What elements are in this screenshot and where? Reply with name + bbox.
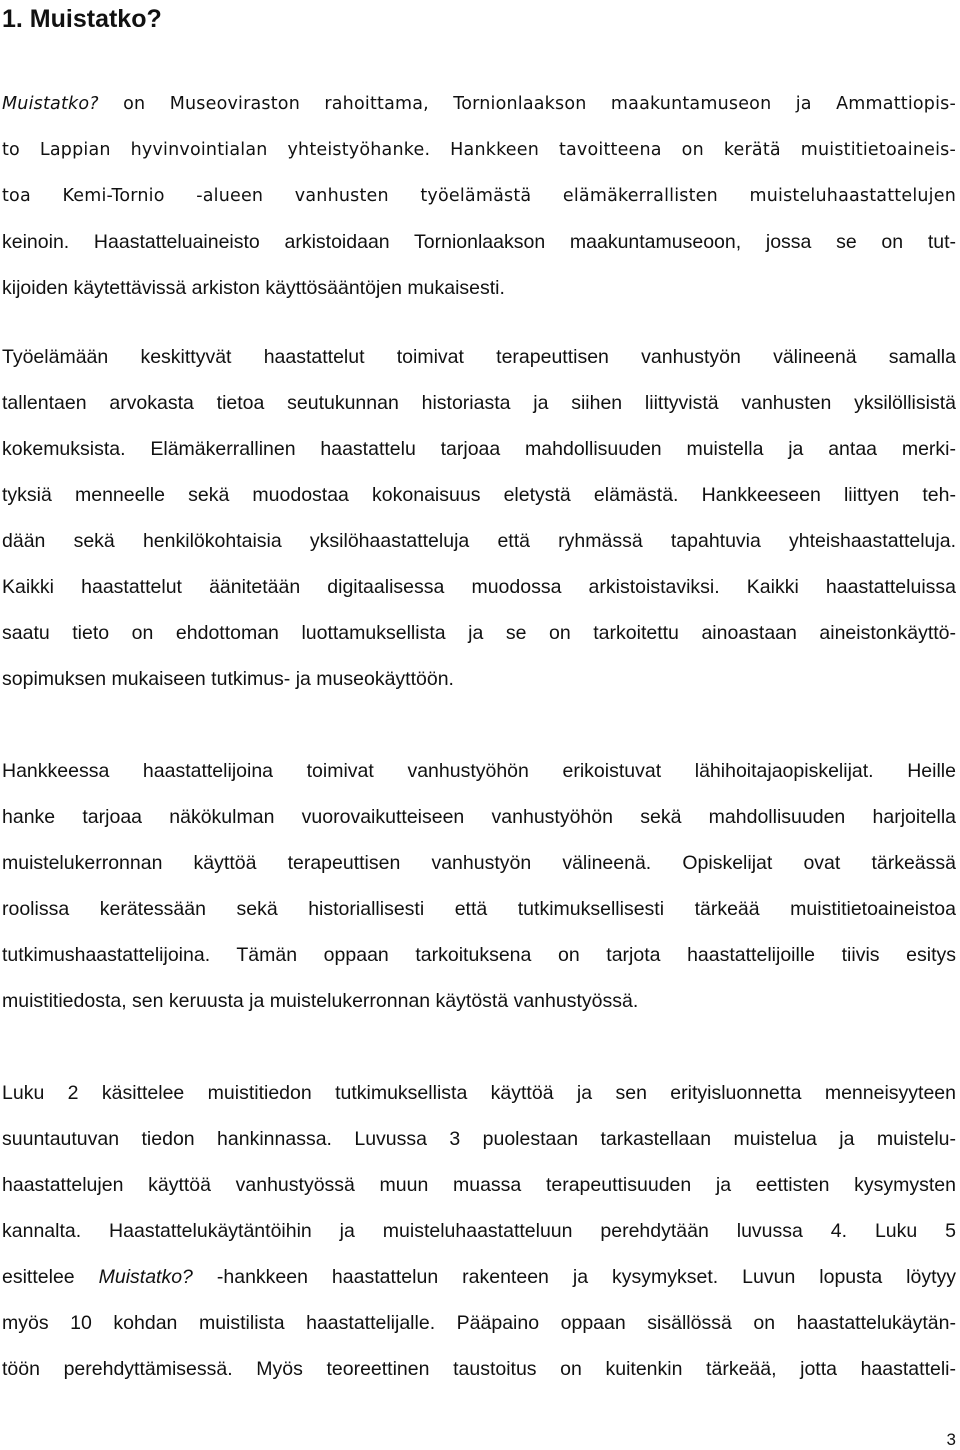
text-line: töön perehdyttämisessä. Myös teoreettinen taustoitus on kuitenkin tärkeää, jotta haastatteli- xyxy=(2,1358,956,1380)
project-name-italic: Muistatko? xyxy=(98,1266,193,1288)
text-line: suuntautuvan tiedon hankinnassa. Luvussa 3 puolestaan tarkastellaan muistelua ja muistelu- xyxy=(2,1128,956,1150)
project-name-italic: Muistatko? xyxy=(2,94,99,114)
text-span: esittelee xyxy=(2,1266,99,1288)
text-line: roolissa kerätessään sekä historiallisesti että tutkimuksellisesti tärkeää muistitietoaineistoa xyxy=(2,898,956,920)
page-number: 3 xyxy=(946,1430,956,1449)
text-line: kijoiden käytettävissä arkiston käyttösääntöjen mukaisesti. xyxy=(2,277,505,299)
text-line xyxy=(2,81,956,127)
text-line: tutkimushaastattelijoina. Tämän oppaan tarkoituksena on tarjota haastattelijoille tiivis esitys xyxy=(2,944,956,966)
text-line: tyksiä menneelle sekä muodostaa kokonaisuus eletystä elämästä. Hankkeeseen liittyen teh- xyxy=(2,484,956,506)
chapter-heading: 1. Muistatko? xyxy=(2,5,162,33)
text-line: sopimuksen mukaiseen tutkimus- ja museokäyttöön. xyxy=(2,668,454,690)
text-line: muistelukerronnan käyttöä terapeuttisen vanhustyön välineenä. Opiskelijat ovat tärkeässä xyxy=(2,852,956,874)
text-line: haastattelujen käyttöä vanhustyössä muun muassa terapeuttisuuden ja eettisten kysymysten xyxy=(2,1174,956,1196)
text-line: tallentaen arvokasta tietoa seutukunnan historiasta ja siihen liittyvistä vanhusten yksilöllisistä xyxy=(2,392,956,414)
text-line: saatu tieto on ehdottoman luottamuksellista ja se on tarkoitettu ainoastaan aineistonkäyttö- xyxy=(2,622,956,644)
paragraph-interviews xyxy=(2,334,956,702)
text-line: kannalta. Haastattelukäytäntöihin ja muisteluhaastatteluun perehdytään luvussa 4. Luku 5 xyxy=(2,1220,956,1242)
text-line: Luku 2 käsittelee muistitiedon tutkimuksellista käyttöä ja sen erityisluonnetta menneisyyteen xyxy=(2,1082,956,1104)
text-span: on Museoviraston rahoittama, Tornionlaakson maakuntamuseon ja Ammattiopis- xyxy=(98,94,956,114)
text-line: keinoin. Haastatteluaineisto arkistoidaan Tornionlaakson maakuntamuseoon, jossa se on tut- xyxy=(2,231,956,253)
text-line: muistitiedosta, sen keruusta ja muistelukerronnan käytöstä vanhustyössä. xyxy=(2,990,639,1012)
text-line: to Lappian hyvinvointialan yhteistyöhanke. Hankkeen tavoitteena on kerätä muistitietoaineis- xyxy=(2,140,956,160)
text-line: Työelämään keskittyvät haastattelut toimivat terapeuttisen vanhustyön välineenä samalla xyxy=(2,346,956,368)
paragraph-interviewers xyxy=(2,748,956,1024)
text-line xyxy=(2,1254,956,1300)
text-line: Kaikki haastattelut äänitetään digitaalisessa muodossa arkistoistaviksi. Kaikki haastatteluissa xyxy=(2,576,956,598)
paragraph-intro xyxy=(2,81,956,311)
text-line: Hankkeessa haastattelijoina toimivat vanhustyöhön erikoistuvat lähihoitajaopiskelijat. Heille xyxy=(2,760,956,782)
text-line: myös 10 kohdan muistilista haastattelijalle. Pääpaino oppaan sisällössä on haastattelukäytän- xyxy=(2,1312,956,1334)
text-line: kokemuksista. Elämäkerrallinen haastattelu tarjoaa mahdollisuuden muistella ja antaa merki- xyxy=(2,438,956,460)
text-line: toa Kemi-Tornio -alueen vanhusten työelämästä elämäkerrallisten muisteluhaastattelujen xyxy=(2,186,956,206)
text-line: hanke tarjoaa näkökulman vuorovaikutteiseen vanhustyöhön sekä mahdollisuuden harjoitella xyxy=(2,806,956,828)
text-span: -hankkeen haastattelun rakenteen ja kysymykset. Luvun lopusta löytyy xyxy=(192,1266,956,1288)
text-line: dään sekä henkilökohtaisia yksilöhaastatteluja että ryhmässä tapahtuvia yhteishaastatteluja. xyxy=(2,530,956,552)
paragraph-chapters-overview xyxy=(2,1070,956,1392)
